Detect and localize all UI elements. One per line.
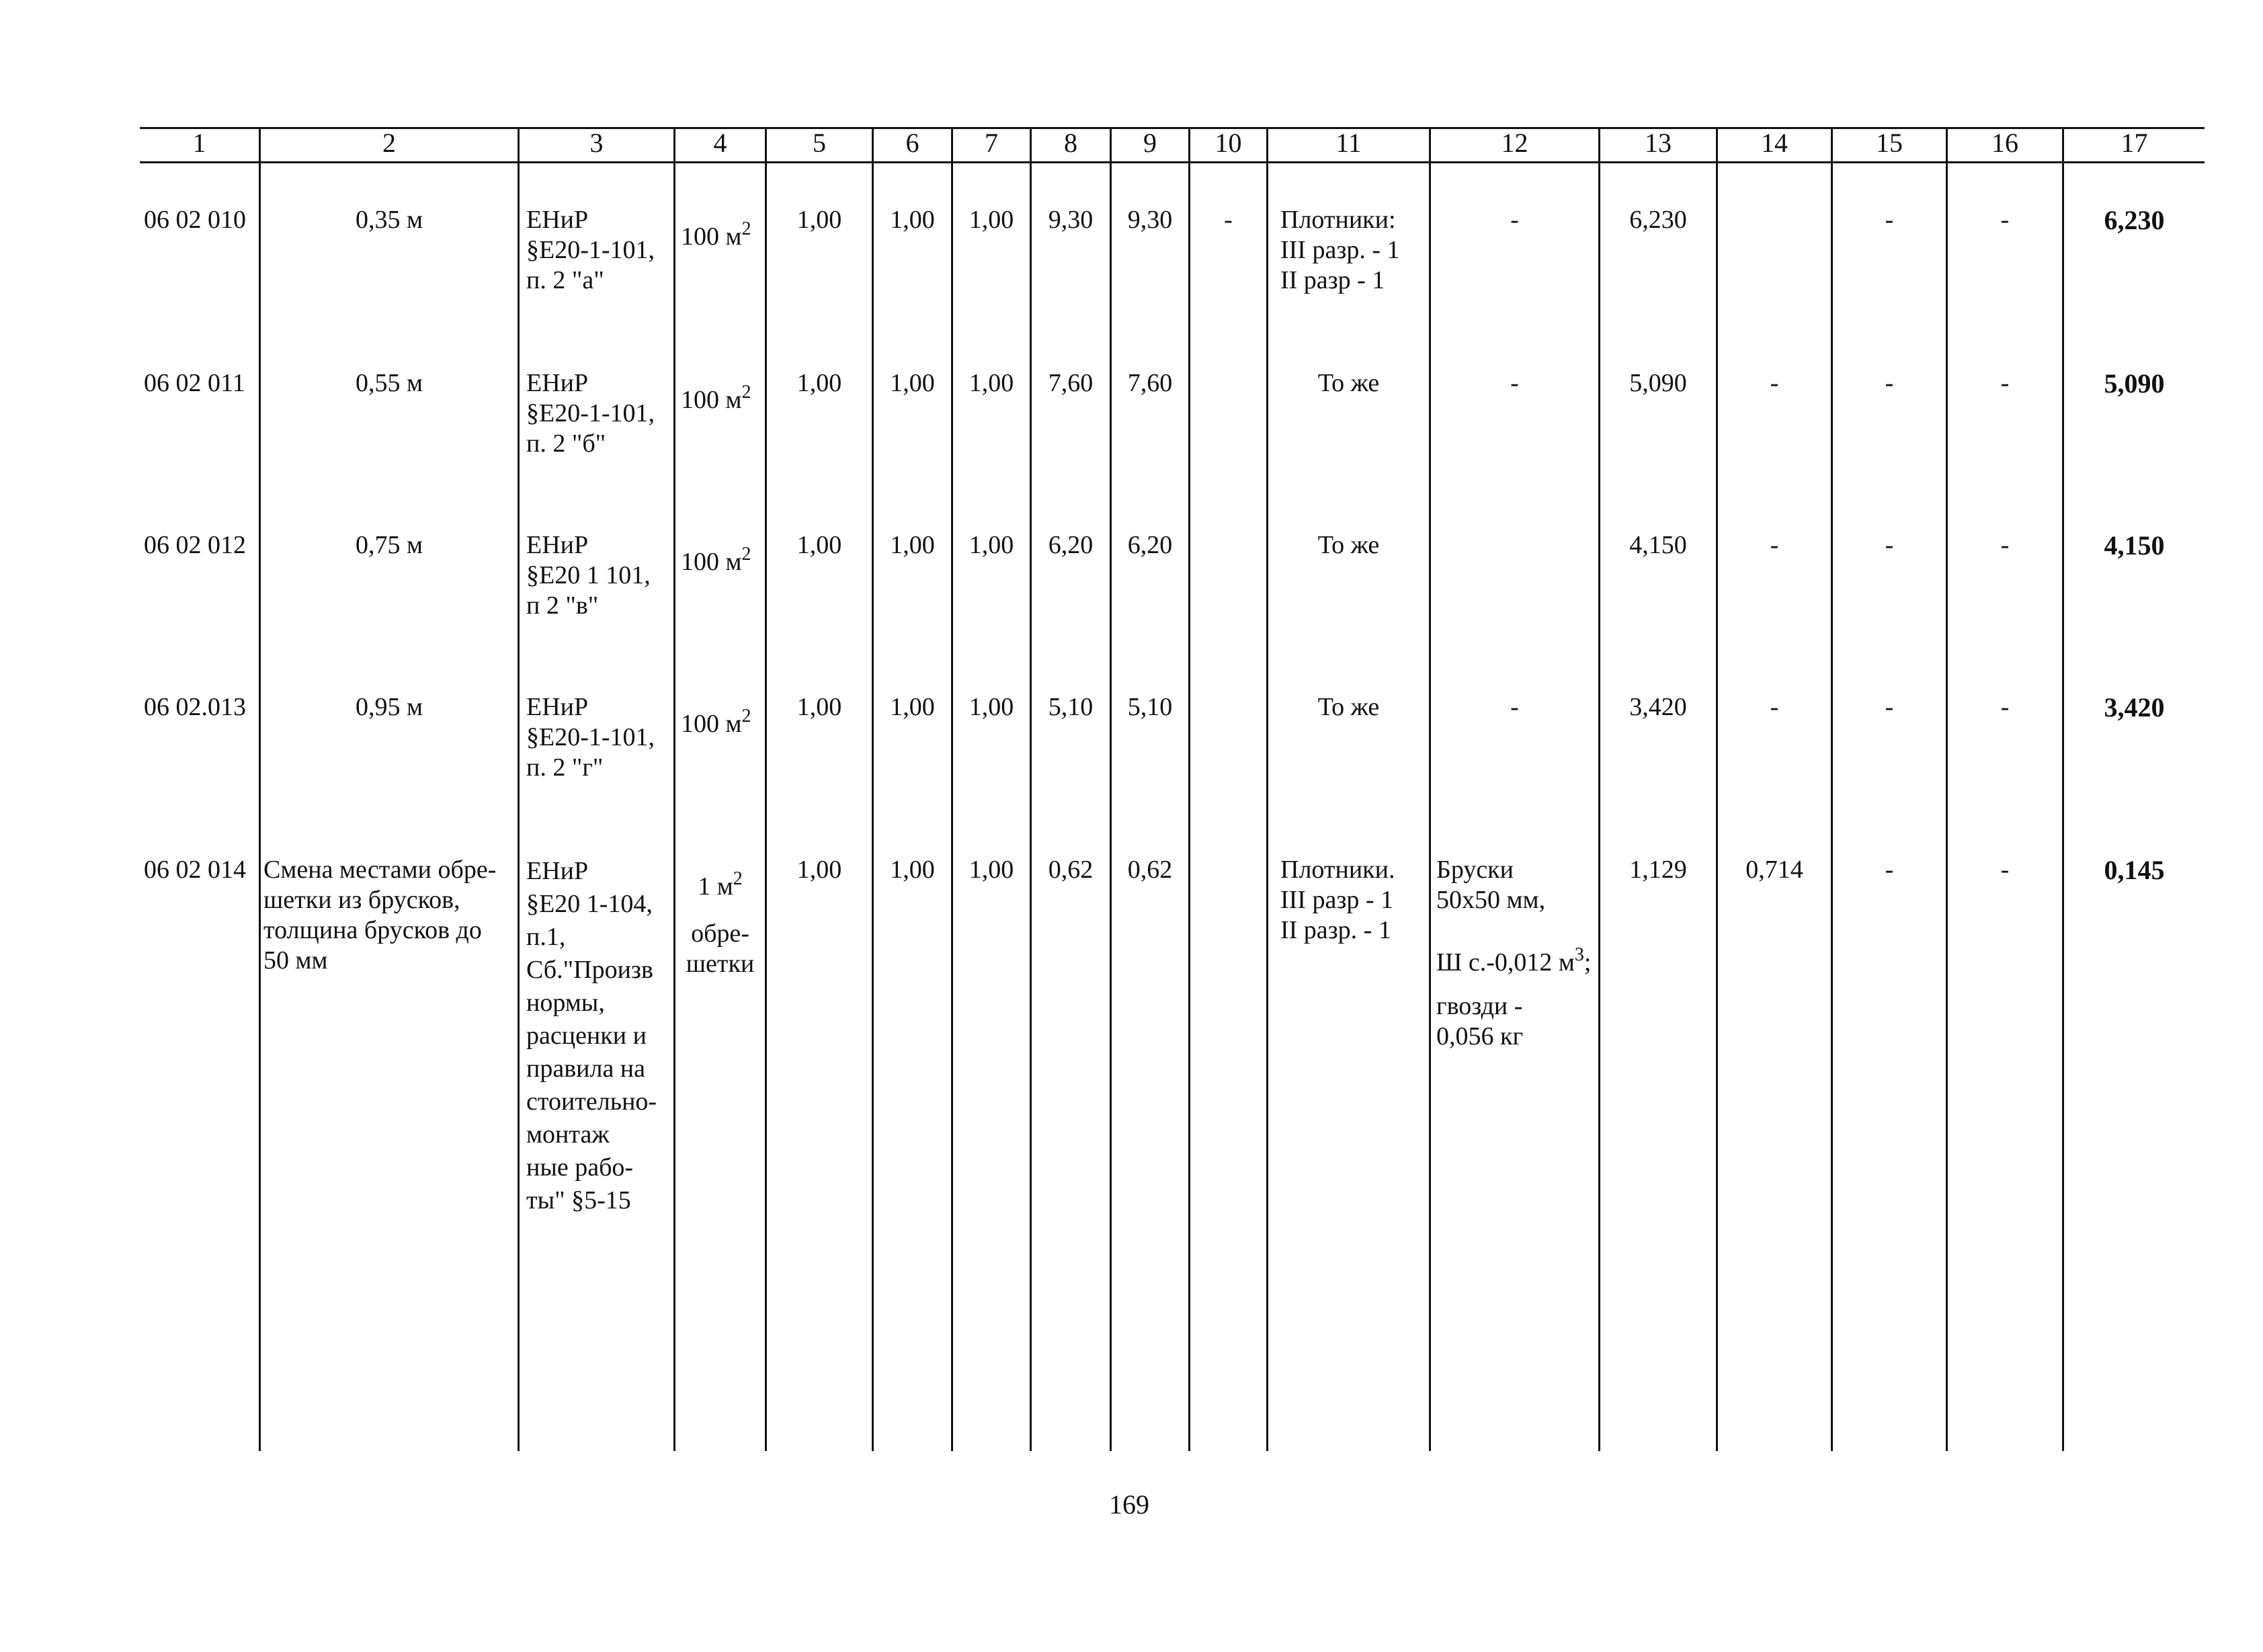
column-header-17: 17	[2121, 128, 2148, 158]
column-divider	[1429, 127, 1431, 1451]
row-col9: 5,10	[1127, 693, 1173, 721]
column-divider	[872, 127, 874, 1451]
row-col8: 9,30	[1048, 206, 1094, 234]
unit-superscript: 2	[733, 868, 743, 889]
row-col7: 1,00	[969, 206, 1014, 234]
materials-volume-superscript: 3	[1574, 944, 1584, 965]
row-col7: 1,00	[969, 693, 1014, 721]
row-workers: Плотники. III разр - 1 II разр. - 1	[1280, 856, 1395, 944]
row-name: Смена местами обре- шетки из брусков, толщина брусков до 50 мм	[263, 856, 497, 975]
column-header-15: 15	[1876, 128, 1903, 158]
column-header-4: 4	[713, 128, 727, 158]
column-header-13: 13	[1645, 128, 1672, 158]
row-workers: Плотники: III разр. - 1 II разр - 1	[1280, 206, 1400, 294]
row-basis: ЕНиР §Е20-1-101, п. 2 "б"	[526, 369, 655, 458]
column-header-3: 3	[589, 128, 604, 158]
row-code: 06 02.013	[144, 693, 246, 721]
row-col14: -	[1770, 693, 1779, 721]
row-col8: 6,20	[1048, 531, 1094, 559]
column-divider	[1716, 127, 1718, 1451]
row-materials-nails: гвозди - 0,056 кг	[1436, 992, 1524, 1050]
column-header-9: 9	[1143, 128, 1157, 158]
column-divider	[1188, 127, 1190, 1451]
row-code: 06 02 010	[144, 206, 246, 234]
row-name: 0,75 м	[355, 531, 423, 559]
row-col14: -	[1770, 531, 1779, 559]
column-divider	[673, 127, 675, 1451]
row-col6: 1,00	[890, 531, 935, 559]
row-col16: -	[2000, 369, 2010, 397]
row-col5: 1,00	[796, 856, 842, 884]
row-basis: ЕНиР §Е20 1-104, п.1, Сб."Произв нормы, расценки и правила на стоительно- монтаж ные рабо- ты" §5-15	[526, 857, 657, 1214]
column-divider	[1266, 127, 1268, 1451]
header-bottom-rule	[140, 161, 2205, 163]
unit-superscript: 2	[741, 706, 751, 727]
row-col8: 5,10	[1048, 693, 1094, 721]
row-name: 0,55 м	[355, 369, 423, 397]
row-col16: -	[2000, 856, 2010, 884]
column-header-14: 14	[1761, 128, 1788, 158]
column-header-7: 7	[985, 128, 998, 158]
row-col17-total: 3,420	[2104, 692, 2165, 722]
materials-volume-tail: ;	[1583, 948, 1592, 977]
row-col15: -	[1885, 369, 1894, 397]
materials-volume-text: Ш с.-0,012 м	[1436, 948, 1575, 977]
row-col7: 1,00	[969, 856, 1014, 884]
row-col9: 6,20	[1127, 531, 1173, 559]
unit-text: 100 м	[681, 222, 742, 251]
row-col9: 0,62	[1127, 856, 1173, 884]
column-header-5: 5	[813, 128, 826, 158]
row-col10: -	[1224, 206, 1233, 234]
row-col13: 6,230	[1629, 206, 1687, 234]
row-unit	[681, 544, 751, 577]
row-col15: -	[1885, 206, 1894, 234]
row-unit-extra: обре- шетки	[686, 919, 755, 978]
row-col5: 1,00	[796, 693, 842, 721]
row-col16: -	[2000, 531, 2010, 559]
row-col8: 0,62	[1048, 856, 1094, 884]
row-unit	[681, 382, 751, 415]
unit-text: 100 м	[681, 386, 742, 414]
row-workers: То же	[1317, 531, 1380, 559]
row-col16: -	[2000, 693, 2010, 721]
row-col13: 3,420	[1629, 693, 1687, 721]
row-col5: 1,00	[796, 531, 842, 559]
row-col17-total: 4,150	[2104, 530, 2165, 561]
column-header-10: 10	[1215, 128, 1242, 158]
row-basis: ЕНиР §Е20-1-101, п. 2 "а"	[526, 206, 655, 294]
row-workers: То же	[1317, 369, 1380, 397]
row-materials: -	[1510, 693, 1519, 721]
unit-text: 100 м	[681, 548, 742, 576]
unit-superscript: 2	[741, 544, 751, 565]
row-unit	[681, 706, 751, 739]
row-col6: 1,00	[890, 369, 935, 397]
row-basis: ЕНиР §Е20-1-101, п. 2 "г"	[526, 693, 655, 782]
row-col8: 7,60	[1048, 369, 1094, 397]
row-col5: 1,00	[796, 369, 842, 397]
column-header-16: 16	[1991, 128, 2018, 158]
row-col15: -	[1885, 856, 1894, 884]
row-col17-total: 0,145	[2104, 855, 2165, 885]
row-name: 0,35 м	[355, 206, 423, 234]
column-divider	[1598, 127, 1600, 1451]
row-code: 06 02 012	[144, 531, 246, 559]
row-materials-bars: Бруски 50x50 мм,	[1436, 856, 1546, 914]
row-materials: -	[1510, 369, 1519, 397]
row-name: 0,95 м	[355, 693, 423, 721]
row-col7: 1,00	[969, 531, 1014, 559]
column-divider	[259, 127, 261, 1451]
row-col13: 4,150	[1629, 531, 1687, 559]
row-col13: 1,129	[1629, 856, 1687, 884]
row-materials-volume	[1436, 944, 1592, 978]
row-unit	[675, 868, 765, 902]
column-header-1: 1	[192, 128, 206, 158]
row-col16: -	[2000, 206, 2010, 234]
row-workers: То же	[1317, 693, 1380, 721]
row-col9: 7,60	[1127, 369, 1173, 397]
column-divider	[765, 127, 767, 1451]
row-unit	[681, 218, 751, 252]
column-divider	[1110, 127, 1112, 1451]
column-divider	[1946, 127, 1948, 1451]
column-header-2: 2	[382, 128, 396, 158]
column-divider	[1030, 127, 1032, 1451]
row-col15: -	[1885, 693, 1894, 721]
column-divider	[2062, 127, 2064, 1451]
unit-superscript: 2	[741, 382, 751, 403]
row-col17-total: 6,230	[2104, 205, 2165, 235]
row-col5: 1,00	[796, 206, 842, 234]
unit-text: 100 м	[681, 710, 742, 738]
row-col17-total: 5,090	[2104, 368, 2165, 399]
row-col6: 1,00	[890, 206, 935, 234]
row-materials: -	[1510, 206, 1519, 234]
row-col7: 1,00	[969, 369, 1014, 397]
unit-superscript: 2	[741, 218, 751, 239]
unit-text: 1 м	[698, 872, 733, 901]
row-col13: 5,090	[1629, 369, 1687, 397]
column-divider	[1831, 127, 1833, 1451]
column-header-6: 6	[905, 128, 919, 158]
row-col9: 9,30	[1127, 206, 1173, 234]
column-header-8: 8	[1064, 128, 1077, 158]
row-col15: -	[1885, 531, 1894, 559]
row-code: 06 02 011	[144, 369, 245, 397]
page-number: 169	[1109, 1489, 1149, 1520]
row-code: 06 02 014	[144, 856, 246, 884]
column-divider	[518, 127, 520, 1451]
row-col14: -	[1770, 369, 1779, 397]
row-col14: 0,714	[1745, 856, 1803, 884]
column-header-12: 12	[1501, 128, 1528, 158]
column-header-11: 11	[1335, 128, 1362, 158]
column-divider	[951, 127, 953, 1451]
row-col6: 1,00	[890, 856, 935, 884]
row-col6: 1,00	[890, 693, 935, 721]
row-basis: ЕНиР §Е20 1 101, п 2 "в"	[526, 531, 651, 620]
